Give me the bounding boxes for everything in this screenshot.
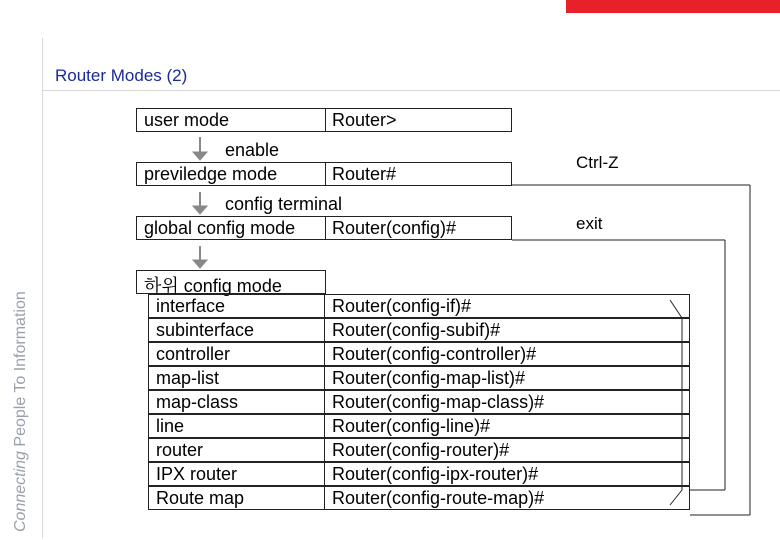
table-row: [148, 486, 690, 510]
sub-mode-prompt: Router(config-route-map)#: [332, 488, 545, 508]
table-row: [148, 342, 690, 366]
column-separator: [324, 319, 325, 341]
sub-mode-name: map-class: [156, 392, 239, 412]
table-row: [148, 366, 690, 390]
sub-config-heading: 하위 config mode: [144, 276, 282, 296]
table-row: [148, 462, 690, 486]
table-row: [148, 294, 690, 318]
sub-mode-prompt: Router(config-map-list)#: [332, 368, 526, 388]
privilege-mode-prompt: Router#: [332, 164, 397, 184]
table-row: [148, 414, 690, 438]
global-config-label: global config mode: [144, 218, 296, 238]
column-separator: [324, 487, 325, 509]
user-mode-label: user mode: [144, 110, 230, 130]
column-separator: [324, 343, 325, 365]
sub-mode-prompt: Router(config-ipx-router)#: [332, 464, 539, 484]
privilege-mode-label: previledge mode: [144, 164, 278, 184]
sub-mode-prompt: Router(config-map-class)#: [332, 392, 545, 412]
sub-mode-name: interface: [156, 296, 226, 316]
sub-mode-name: IPX router: [156, 464, 238, 484]
slide-title: Router Modes (2): [55, 66, 188, 85]
side-tagline-rest: People To Information: [12, 291, 29, 452]
sub-mode-name: line: [156, 416, 185, 436]
column-separator: [324, 295, 325, 317]
sub-mode-name: subinterface: [156, 320, 255, 340]
table-row: [148, 318, 690, 342]
sub-mode-name: router: [156, 440, 204, 460]
column-separator: [324, 367, 325, 389]
sub-mode-name: Route map: [156, 488, 245, 508]
sub-mode-prompt: Router(config-subif)#: [332, 320, 501, 340]
side-tagline-italic: Connecting: [12, 451, 29, 532]
table-row: [148, 438, 690, 462]
sub-mode-prompt: Router(config-controller)#: [332, 344, 537, 364]
enable-command: enable: [225, 140, 280, 160]
column-separator: [324, 415, 325, 437]
sub-mode-name: map-list: [156, 368, 220, 388]
exit-key: exit: [576, 214, 603, 233]
user-mode-prompt: Router>: [332, 110, 397, 130]
arrow-down-1: [193, 152, 207, 160]
column-separator: [324, 439, 325, 461]
column-separator: [324, 391, 325, 413]
sub-mode-name: controller: [156, 344, 231, 364]
arrow-down-2: [193, 206, 207, 214]
ctrl-z-key: Ctrl-Z: [576, 153, 619, 172]
arrow-down-3: [193, 260, 207, 268]
column-separator: [324, 463, 325, 485]
global-config-prompt: Router(config)#: [332, 218, 457, 238]
sub-mode-prompt: Router(config-router)#: [332, 440, 510, 460]
sub-mode-prompt: Router(config-if)#: [332, 296, 472, 316]
config-terminal-command: config terminal: [225, 194, 343, 214]
table-row: [148, 390, 690, 414]
sub-mode-prompt: Router(config-line)#: [332, 416, 491, 436]
